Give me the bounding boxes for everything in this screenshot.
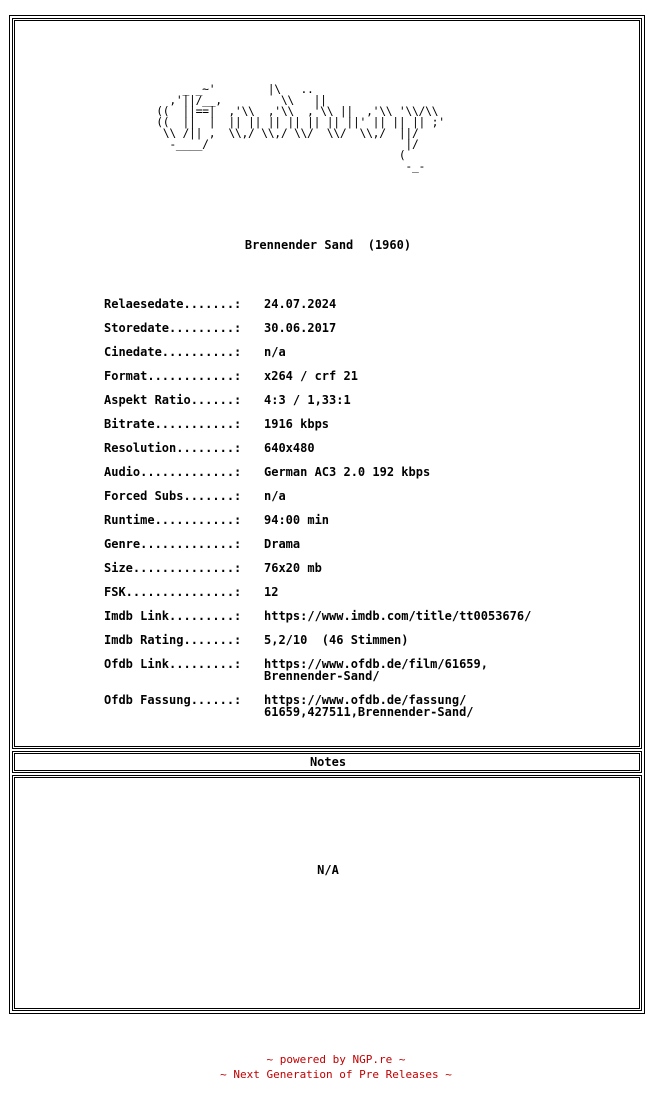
info-row	[104, 490, 531, 502]
info-value: 12	[264, 585, 279, 599]
info-row	[104, 394, 531, 406]
info-label: Genre.............:	[104, 537, 242, 551]
info-value: x264 / crf 21	[264, 369, 358, 383]
info-row	[104, 322, 531, 334]
notes-body-inner	[14, 777, 640, 1009]
info-value: 30.06.2017	[264, 321, 337, 335]
info-label: Imdb Rating.......:	[104, 633, 242, 647]
info-label: Aspekt Ratio......:	[104, 393, 242, 407]
info-row	[104, 694, 531, 718]
footer-tagline: ~ Next Generation of Pre Releases ~	[220, 1068, 452, 1081]
info-label: Ofdb Fassung......:	[104, 693, 242, 707]
info-value: 76x20 mb	[264, 561, 322, 575]
info-row	[104, 346, 531, 358]
footer-powered-by: ~ powered by NGP.re ~	[266, 1053, 406, 1066]
info-label: Audio.............:	[104, 465, 242, 479]
info-label: Size..............:	[104, 561, 242, 575]
info-value: 1916 kbps	[264, 417, 330, 431]
info-row	[104, 658, 531, 682]
ascii-logo: _ _~' |\ .. ,'||/__, \\ || (( ||==| ,'\\ ,'\\ ,'\\ || ,'\\ '\\/\\ (( || | || || || || || || ||' || || || ;' \\ /|| , \\,/ \\,/ \\/ \\/ \\,/ ||/ -____/ |/ ( -_-	[156, 82, 445, 173]
info-value: https://www.ofdb.de/fassung/ 61659,427511,Brennender-Sand/	[264, 693, 474, 719]
info-label: Relaesedate.......:	[104, 297, 242, 311]
info-label: Runtime...........:	[104, 513, 242, 527]
info-label: Bitrate...........:	[104, 417, 242, 431]
info-row	[104, 466, 531, 478]
info-row	[104, 538, 531, 550]
info-value: 94:00 min	[264, 513, 330, 527]
info-label: Storedate.........:	[104, 321, 242, 335]
info-row	[104, 586, 531, 598]
notes-text: N/A	[317, 863, 339, 877]
info-value: German AC3 2.0 192 kbps	[264, 465, 431, 479]
info-label: Resolution........:	[104, 441, 242, 455]
release-info-list	[104, 298, 531, 730]
info-value: https://www.imdb.com/title/tt0053676/	[264, 609, 532, 623]
footer	[0, 1052, 656, 1082]
info-row	[104, 562, 531, 574]
info-value: 5,2/10 (46 Stimmen)	[264, 633, 409, 647]
info-value: n/a	[264, 489, 286, 503]
info-row	[104, 634, 531, 646]
info-value: 24.07.2024	[264, 297, 337, 311]
info-row	[104, 370, 531, 382]
release-title: Brennender Sand (1960)	[244, 238, 412, 252]
info-row	[104, 514, 531, 526]
info-value: 4:3 / 1,33:1	[264, 393, 351, 407]
info-value: 640x480	[264, 441, 315, 455]
info-label: Cinedate..........:	[104, 345, 242, 359]
notes-title: Notes	[309, 755, 347, 769]
info-label: Ofdb Link.........:	[104, 657, 242, 671]
info-label: Format............:	[104, 369, 242, 383]
info-label: FSK...............:	[104, 585, 242, 599]
info-row	[104, 442, 531, 454]
info-value: https://www.ofdb.de/film/61659, Brennender-Sand/	[264, 657, 488, 683]
info-row	[104, 418, 531, 430]
info-value: n/a	[264, 345, 286, 359]
info-label: Imdb Link.........:	[104, 609, 242, 623]
info-label: Forced Subs.......:	[104, 489, 242, 503]
info-row	[104, 298, 531, 310]
info-value: Drama	[264, 537, 301, 551]
info-row	[104, 610, 531, 622]
